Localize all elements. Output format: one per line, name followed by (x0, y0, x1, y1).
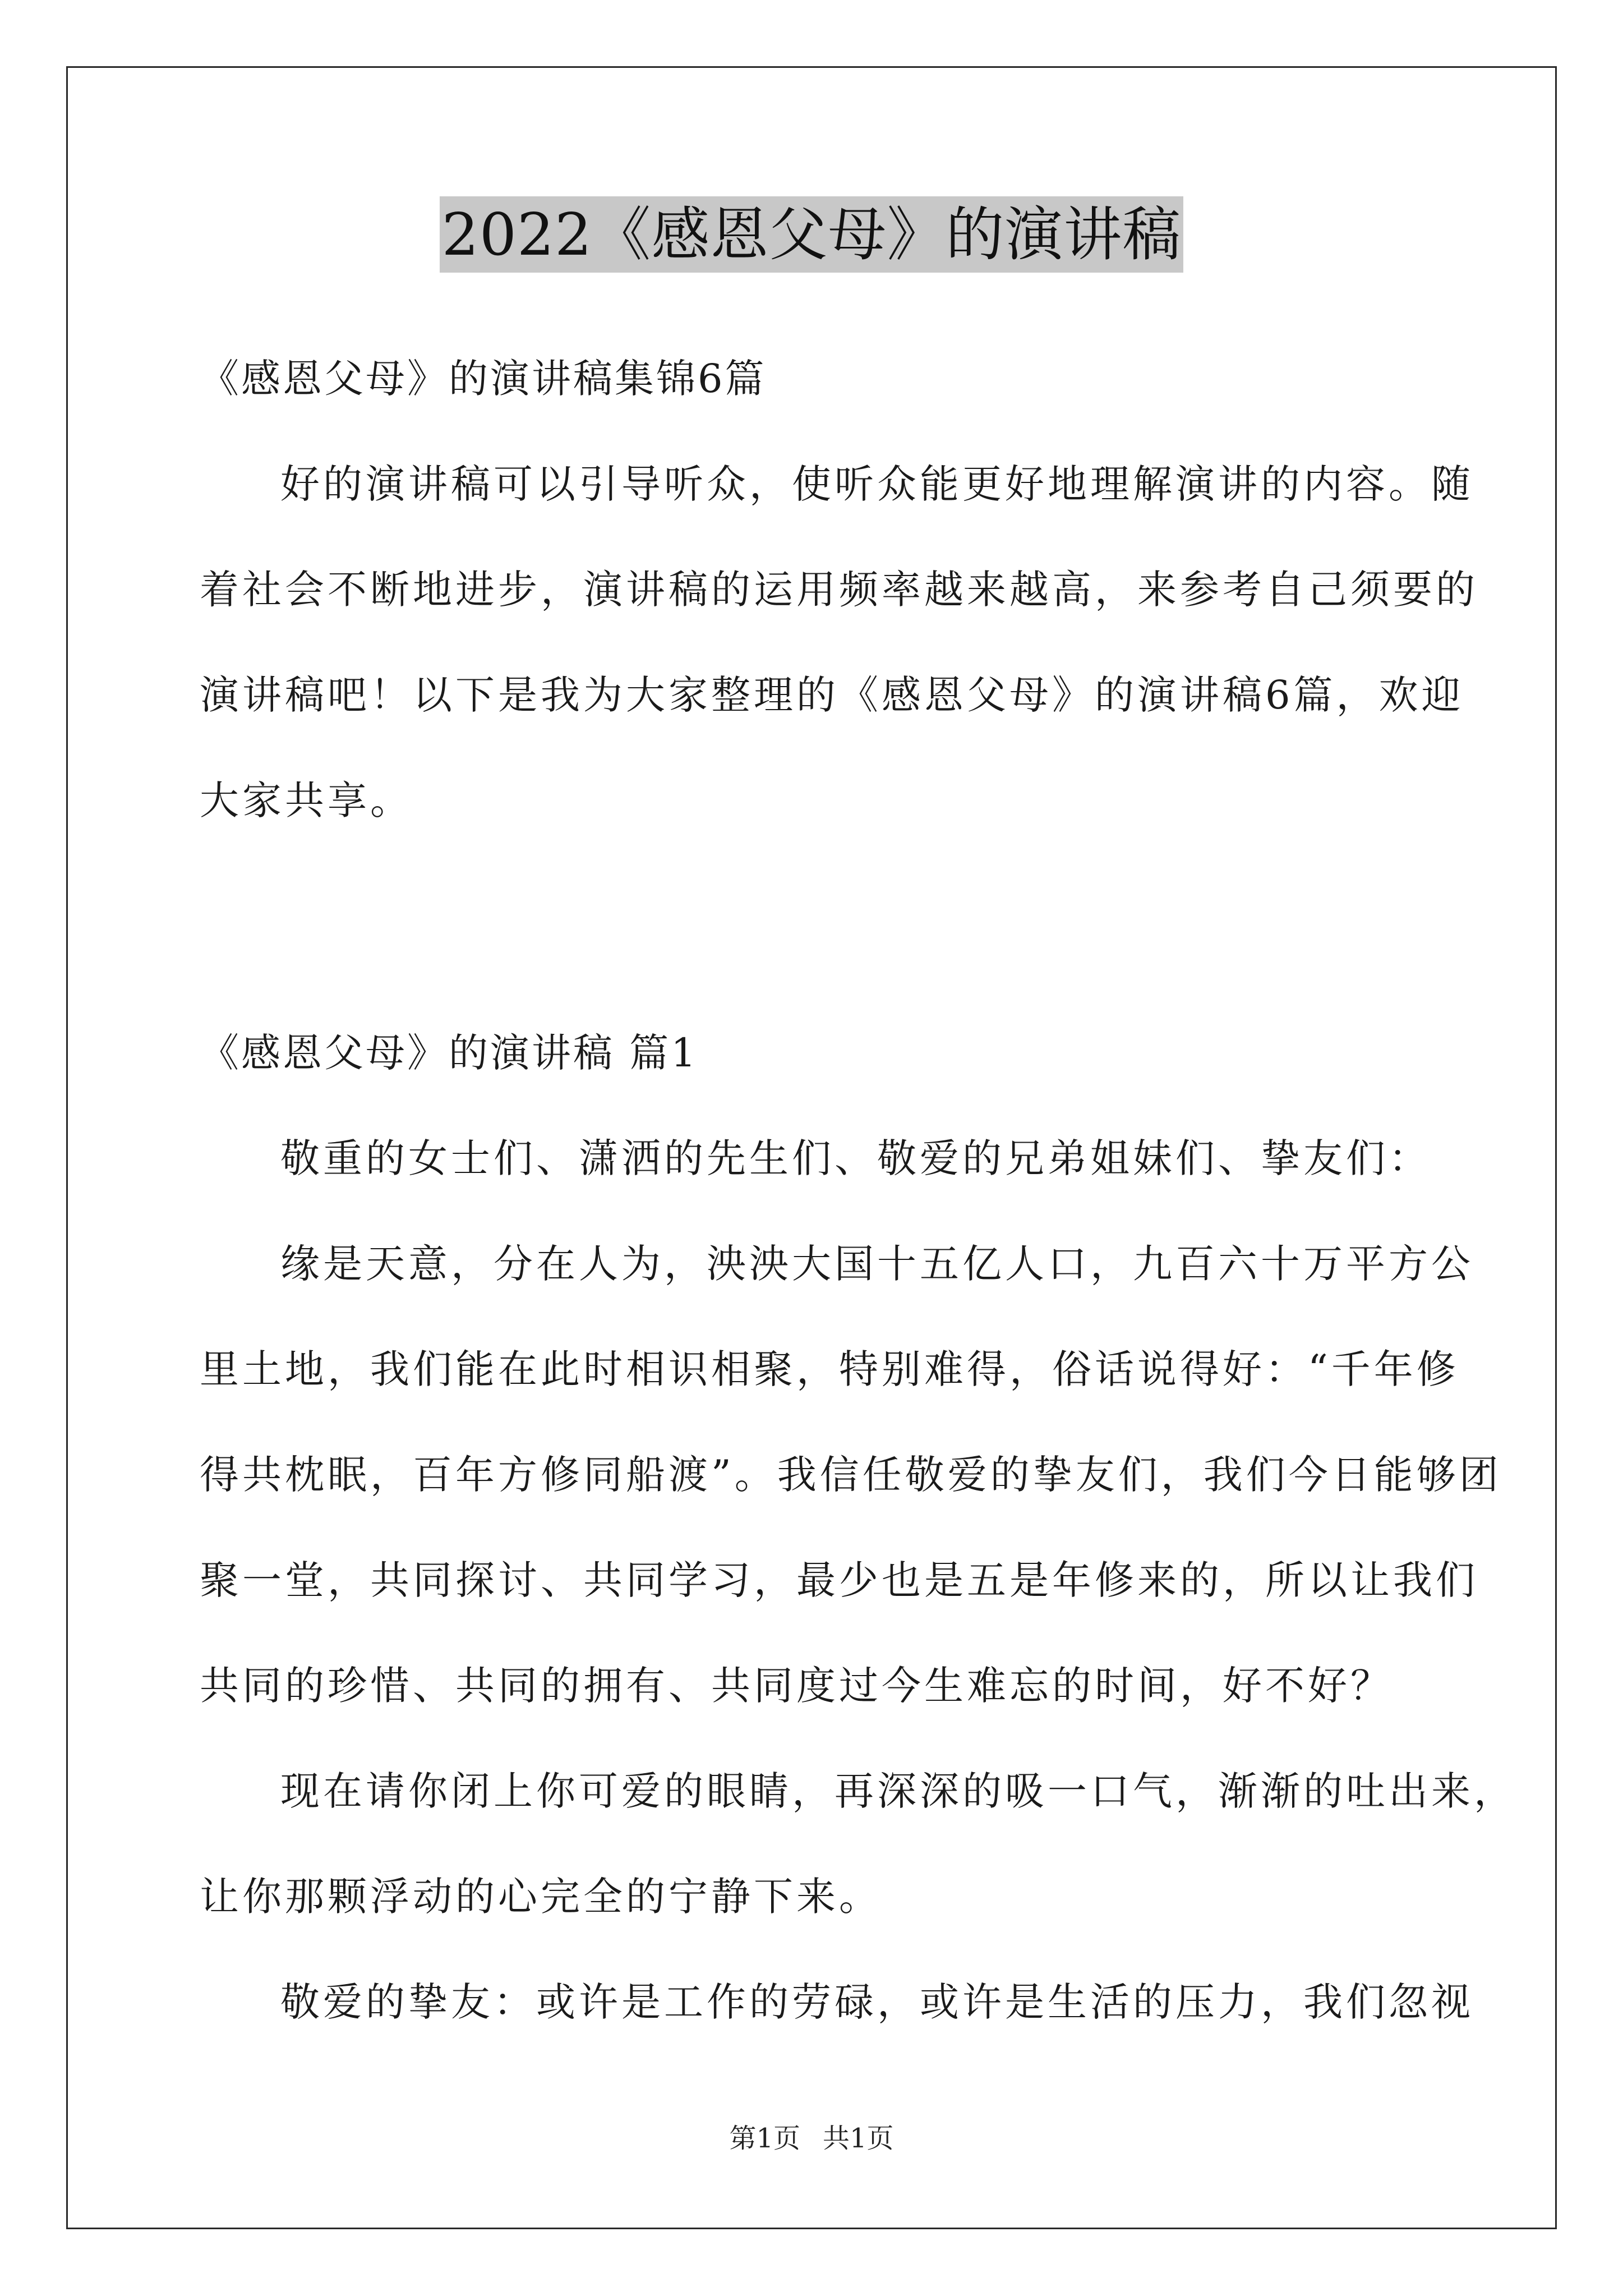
document-title: 2022《感恩父母》的演讲稿 (440, 196, 1184, 273)
title-container (0, 196, 1623, 273)
page-footer (0, 2122, 1623, 2155)
page-number: 第1页 (729, 2123, 800, 2154)
speech-paragraph-line: 聚一堂，共同探讨、共同学习，最少也是五是年修来的，所以让我们 (200, 1557, 1478, 1603)
speech-paragraph-line: 让你那颗浮动的心完全的宁静下来。 (200, 1874, 882, 1920)
speech-paragraph-line: 里土地，我们能在此时相识相聚，特别难得，俗话说得好：“千年修 (200, 1346, 1459, 1392)
collection-subtitle: 《感恩父母》的演讲稿集锦6篇 (200, 356, 767, 402)
speech-paragraph-line: 共同的珍惜、共同的拥有、共同度过今生难忘的时间，好不好？ (200, 1663, 1393, 1709)
intro-paragraph-line: 大家共享。 (200, 777, 413, 823)
greeting-line: 敬重的女士们、潇洒的先生们、敬爱的兄弟姐妹们、挚友们： (280, 1135, 1431, 1181)
speech-paragraph-line: 缘是天意，分在人为，泱泱大国十五亿人口，九百六十万平方公 (280, 1241, 1474, 1287)
intro-paragraph-line: 演讲稿吧！以下是我为大家整理的《感恩父母》的演讲稿6篇，欢迎 (200, 672, 1464, 718)
intro-paragraph-line: 好的演讲稿可以引导听众，使听众能更好地理解演讲的内容。随 (280, 461, 1474, 507)
intro-paragraph-line: 着社会不断地进步，演讲稿的运用频率越来越高，来参考自己须要的 (200, 567, 1478, 613)
speech-paragraph-line: 敬爱的挚友：或许是工作的劳碌，或许是生活的压力，我们忽视 (280, 1979, 1474, 2025)
speech-paragraph-line: 得共枕眠，百年方修同船渡”。我信任敬爱的挚友们，我们今日能够团 (200, 1452, 1502, 1498)
section-heading: 《感恩父母》的演讲稿 篇1 (200, 1030, 698, 1076)
speech-paragraph-line: 现在请你闭上你可爱的眼睛，再深深的吸一口气，渐渐的吐出来， (280, 1768, 1516, 1814)
page-total: 共1页 (823, 2123, 894, 2154)
